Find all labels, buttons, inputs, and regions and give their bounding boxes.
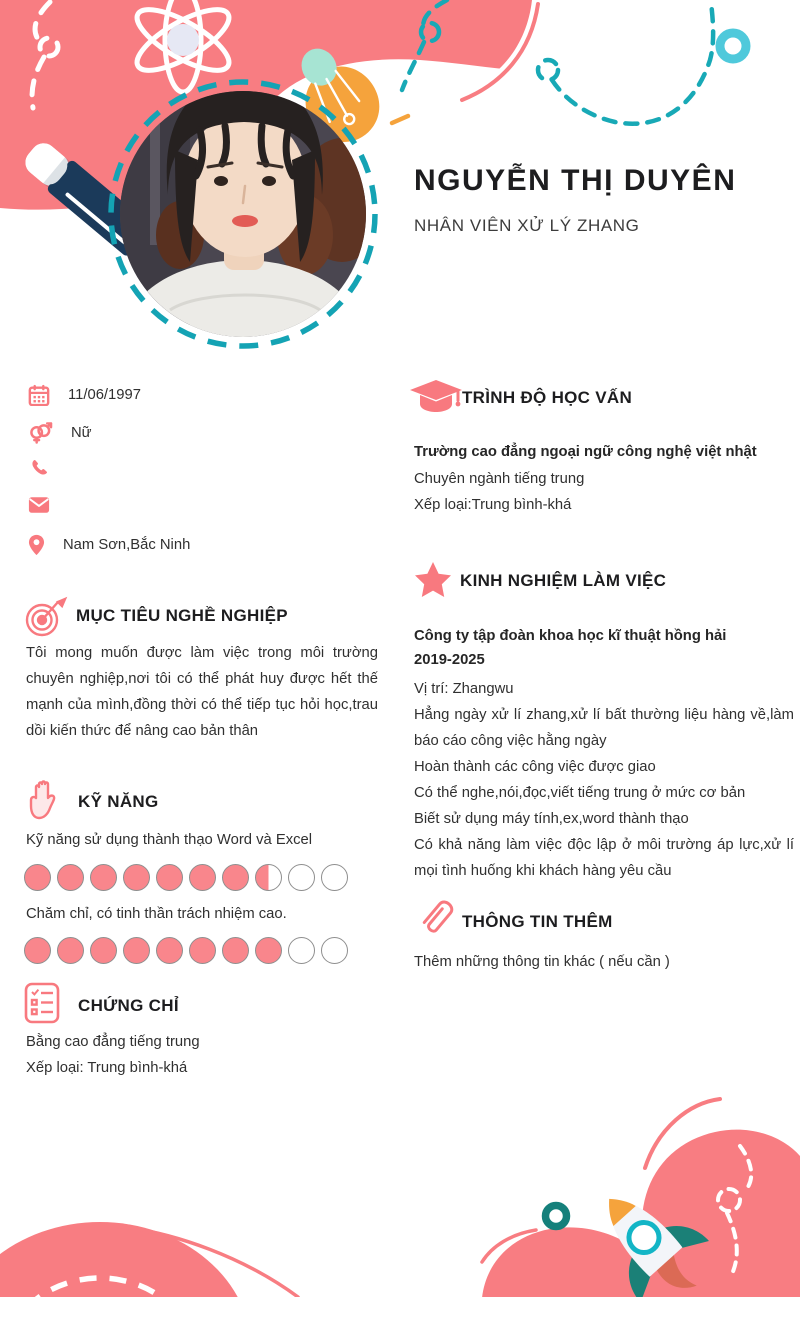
education-line: Chuyên ngành tiếng trung (414, 471, 585, 487)
skills-heading: KỸ NĂNG (78, 792, 159, 811)
experience-line: Có thể nghe,nói,đọc,viết tiếng trung ở mức cơ bản (414, 785, 746, 801)
paperclip-icon (416, 894, 460, 940)
rating-dot (24, 864, 51, 891)
person-name: NGUYỄN THỊ DUYÊN (414, 164, 737, 197)
certificate-line: Bằng cao đẳng tiếng trung (26, 1034, 200, 1050)
rating-dot (255, 937, 282, 964)
rating-dot (288, 937, 315, 964)
education-heading: TRÌNH ĐỘ HỌC VẤN (462, 388, 633, 407)
info-row-phone (28, 458, 67, 479)
rating-dot (123, 864, 150, 891)
skill-label: Chăm chỉ, có tinh thần trách nhiệm cao. (26, 906, 287, 922)
phone-icon (28, 458, 49, 479)
experience-period: 2019-2025 (414, 652, 485, 668)
rating-dot (321, 937, 348, 964)
star-icon (414, 561, 452, 598)
rating-dot (123, 937, 150, 964)
skill-rating-dots (24, 864, 348, 891)
objective-body: Tôi mong muốn được làm việc trong môi trường chuyên nghiệp,nơi tôi có thể phát huy được hết thế mạnh của mình,đồng thời có thể tiếp tục hỏi học,trau dồi kiến thức để nâng cao bản thân (26, 645, 378, 739)
hand-icon (26, 778, 66, 822)
teal-donut-bottom (546, 1206, 567, 1227)
experience-company: Công ty tập đoàn khoa học kĩ thuật hồng hải (414, 628, 727, 644)
teal-donut-top (720, 33, 746, 59)
bottom-decoration (0, 1084, 800, 1324)
job-title: NHÂN VIÊN XỬ LÝ ZHANG (414, 216, 640, 235)
info-row-birthdate (28, 384, 141, 406)
rating-dot (90, 937, 117, 964)
rating-dot (255, 864, 282, 891)
rating-dot (90, 864, 117, 891)
rating-dot (189, 937, 216, 964)
rating-dot (156, 864, 183, 891)
certificate-list-icon (24, 982, 62, 1024)
info-row-location (28, 534, 190, 556)
location-icon (28, 534, 45, 556)
objective-heading: MỤC TIÊU NGHỀ NGHIỆP (76, 606, 288, 625)
additional-body: Thêm những thông tin khác ( nếu cần ) (414, 954, 670, 970)
experience-heading: KINH NGHIỆM LÀM VIỆC (460, 571, 667, 590)
target-icon (24, 596, 68, 638)
gender-value: Nữ (71, 425, 92, 441)
skill-label: Kỹ năng sử dụng thành thạo Word và Excel (26, 832, 313, 848)
rating-dot (24, 937, 51, 964)
gender-icon (28, 422, 53, 444)
rating-dot (321, 864, 348, 891)
rating-dot (222, 937, 249, 964)
experience-line: Biết sử dụng máy tính,ex,word thành thạo (414, 811, 689, 827)
experience-line: Có khả năng làm việc độc lập ở môi trường áp lực,xử lí mọi tình huống khi khách hàng yêu cầu (414, 837, 794, 879)
graduation-cap-icon (408, 378, 464, 416)
certificate-line: Xếp loại: Trung bình-khá (26, 1060, 188, 1076)
additional-heading: THÔNG TIN THÊM (462, 912, 613, 931)
rating-dot (222, 864, 249, 891)
email-icon (28, 496, 50, 514)
rating-dot (57, 937, 84, 964)
rating-dot (57, 864, 84, 891)
location-value: Nam Sơn,Bắc Ninh (63, 537, 191, 553)
skill-rating-dots (24, 937, 348, 964)
education-school: Trường cao đẳng ngoại ngữ công nghệ việt nhật (414, 444, 757, 460)
calendar-icon (28, 384, 50, 406)
certificates-heading: CHỨNG CHỈ (78, 996, 179, 1015)
experience-line: Hẳng ngày xử lí zhang,xử lí bất thường liệu hàng về,làm báo cáo công việc hằng ngày (414, 707, 794, 749)
experience-details (414, 676, 794, 884)
experience-line: Hoàn thành các công việc được giao (414, 759, 656, 775)
rating-dot (288, 864, 315, 891)
rating-dot (189, 864, 216, 891)
rating-dot (156, 937, 183, 964)
education-line: Xếp loại:Trung bình-khá (414, 497, 572, 513)
info-row-email (28, 496, 68, 514)
info-row-gender (28, 422, 92, 444)
experience-line: Vị trí: Zhangwu (414, 681, 514, 697)
birthdate-value: 11/06/1997 (68, 387, 141, 403)
